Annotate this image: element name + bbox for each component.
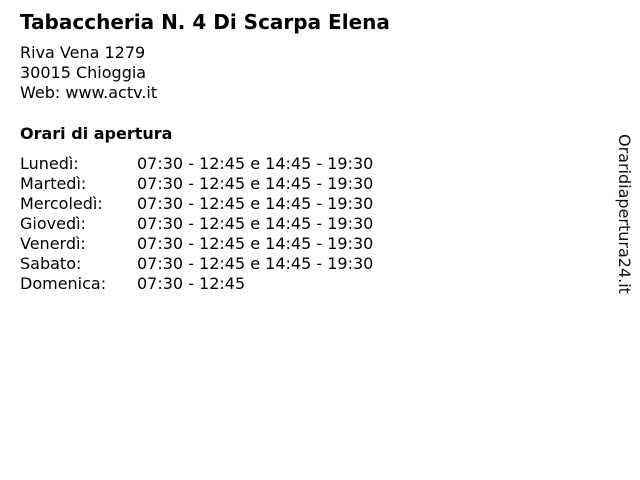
shop-name: Tabaccheria N. 4 Di Scarpa Elena	[20, 10, 390, 34]
shop-address	[20, 43, 157, 103]
day-times: 07:30 - 12:45 e 14:45 - 19:30	[137, 214, 374, 233]
address-city: 30015 Chioggia	[20, 63, 147, 82]
day-times: 07:30 - 12:45 e 14:45 - 19:30	[137, 154, 374, 173]
site-watermark: Oraridiapertura24.it	[615, 134, 634, 294]
day-times: 07:30 - 12:45	[137, 274, 246, 293]
day-times: 07:30 - 12:45 e 14:45 - 19:30	[137, 174, 374, 193]
day-label: Mercoledì:	[20, 194, 103, 213]
day-label: Martedì:	[20, 174, 87, 193]
hours-row-thursday	[20, 214, 373, 234]
hours-heading: Orari di apertura	[20, 124, 173, 143]
hours-row-tuesday	[20, 174, 373, 194]
day-times: 07:30 - 12:45 e 14:45 - 19:30	[137, 234, 374, 253]
hours-row-wednesday	[20, 194, 373, 214]
address-street: Riva Vena 1279	[20, 43, 146, 62]
web-link[interactable]: Web: www.actv.it	[20, 83, 158, 102]
hours-row-monday	[20, 154, 373, 174]
day-times: 07:30 - 12:45 e 14:45 - 19:30	[137, 194, 374, 213]
day-label: Venerdì:	[20, 234, 86, 253]
hours-table	[20, 154, 373, 294]
day-times: 07:30 - 12:45 e 14:45 - 19:30	[137, 254, 374, 273]
day-label: Lunedì:	[20, 154, 79, 173]
day-label: Sabato:	[20, 254, 82, 273]
hours-row-friday	[20, 234, 373, 254]
day-label: Giovedì:	[20, 214, 86, 233]
hours-row-saturday	[20, 254, 373, 274]
hours-row-sunday	[20, 274, 373, 294]
day-label: Domenica:	[20, 274, 107, 293]
